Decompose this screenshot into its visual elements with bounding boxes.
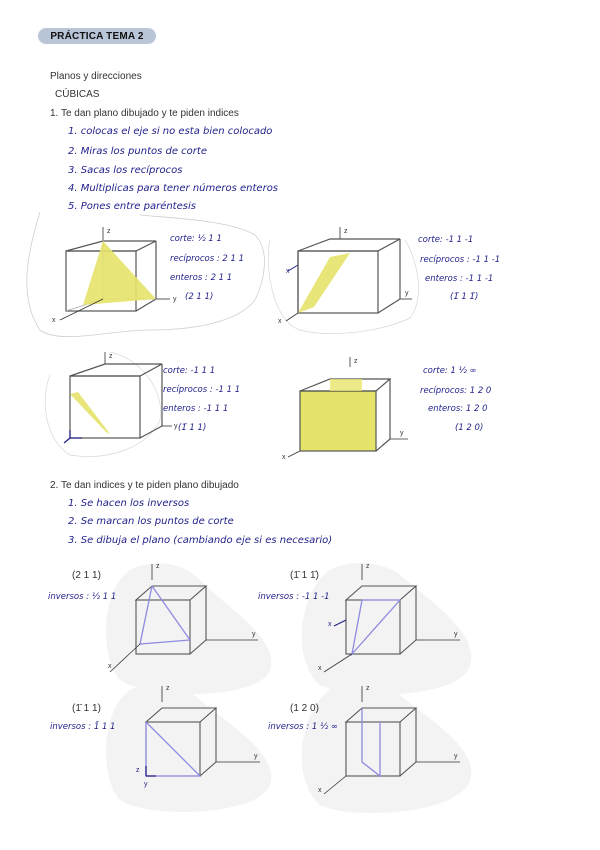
- section2-step: 3. Se dibuja el plano (cambiando eje si es necesario): [68, 535, 333, 546]
- index-label: (1̄ 1 1): [72, 703, 101, 714]
- section1-step: 3. Sacas los recíprocos: [68, 165, 183, 176]
- section1-step: 5. Pones entre paréntesis: [68, 201, 196, 212]
- example-result: (1 2 0): [455, 423, 484, 433]
- section2-title: 2. Te dan indices y te piden plano dibujado: [50, 480, 239, 491]
- example-corte: corte: -1 1 -1: [418, 235, 474, 245]
- axis-z-label: z: [156, 563, 160, 570]
- index-label: (1 2 0): [290, 703, 319, 714]
- intro-title: Planos y direcciones: [50, 71, 142, 82]
- intro-subtitle: CÚBICAS: [55, 89, 100, 100]
- example-corte: corte: -1 1 1: [163, 366, 216, 376]
- inversos-label: inversos : -1 1 -1: [258, 592, 330, 602]
- axis-y-label: y: [144, 781, 148, 788]
- axis-z-label: z: [354, 358, 358, 365]
- cube-diagram: [280, 355, 410, 461]
- section1-step: 2. Miras los puntos de corte: [68, 146, 207, 157]
- example-result: (1̄ 1 1̄): [450, 292, 479, 302]
- cube-diagram: [120, 682, 260, 802]
- example-result: (1̄ 1 1): [178, 423, 207, 433]
- example-reciprocos: recíprocos: 1 2 0: [420, 386, 492, 396]
- axis-x-label: x: [278, 318, 282, 325]
- axis-z-label: z: [166, 685, 170, 692]
- section1-title: 1. Te dan plano dibujado y te piden indices: [50, 108, 239, 119]
- example-enteros: enteros : -1 1 1: [163, 404, 229, 414]
- axis-z-label: z: [344, 228, 348, 235]
- cube-diagram: [60, 350, 190, 450]
- practice-badge: PRÁCTICA TEMA 2: [38, 28, 156, 44]
- example-reciprocos: recíprocos : -1 1 1: [163, 385, 241, 395]
- index-label: (1̄ 1 1̄): [290, 570, 319, 581]
- example-enteros: enteros: 1 2 0: [428, 404, 488, 414]
- axis-y-label: y: [173, 296, 177, 303]
- axis-y-label: y: [254, 753, 258, 760]
- example-reciprocos: recíprocos : 2 1 1: [170, 254, 245, 264]
- axis-x-label: x: [282, 454, 286, 461]
- axis-z-label: z: [366, 685, 370, 692]
- axis-x-label: x: [328, 621, 332, 628]
- cube-diagram: [320, 682, 460, 802]
- example-result: (2 1 1): [185, 292, 214, 302]
- axis-z-label: z: [107, 228, 111, 235]
- index-label: (2 1 1): [72, 570, 101, 581]
- axis-x-label: x: [318, 665, 322, 672]
- axis-y-label: y: [405, 290, 409, 297]
- section1-step: 4. Multiplicas para tener números enteros: [68, 183, 279, 194]
- example-corte: corte: ½ 1 1: [170, 234, 222, 244]
- section1-step: 1. colocas el eje si no esta bien colocado: [68, 126, 273, 137]
- axis-z-label: z: [136, 767, 140, 774]
- axis-y-label: y: [174, 423, 178, 430]
- axis-y-label: y: [454, 753, 458, 760]
- cube-diagram: [108, 560, 256, 680]
- axis-y-label: y: [454, 631, 458, 638]
- axis-z-label: z: [109, 353, 113, 360]
- example-enteros: enteros : -1 1 -1: [425, 274, 494, 284]
- axis-y-label: y: [252, 631, 256, 638]
- section2-step: 1. Se hacen los inversos: [68, 498, 190, 509]
- axis-z-label: z: [366, 563, 370, 570]
- example-reciprocos: recíprocos : -1 1 -1: [420, 255, 501, 265]
- inversos-label: inversos : 1̄ 1 1: [50, 722, 116, 732]
- axis-x-label: x: [318, 787, 322, 794]
- example-enteros: enteros : 2 1 1: [170, 273, 233, 283]
- inversos-label: inversos : ½ 1 1: [48, 592, 117, 602]
- axis-x-label: x: [52, 317, 56, 324]
- example-corte: corte: 1 ½ ∞: [423, 366, 477, 376]
- axis-x-label: x: [286, 268, 290, 275]
- section2-step: 2. Se marcan los puntos de corte: [68, 516, 234, 527]
- inversos-label: inversos : 1 ½ ∞: [268, 722, 338, 732]
- axis-x-label: x: [108, 663, 112, 670]
- axis-y-label: y: [400, 430, 404, 437]
- cube-diagram: [320, 560, 460, 680]
